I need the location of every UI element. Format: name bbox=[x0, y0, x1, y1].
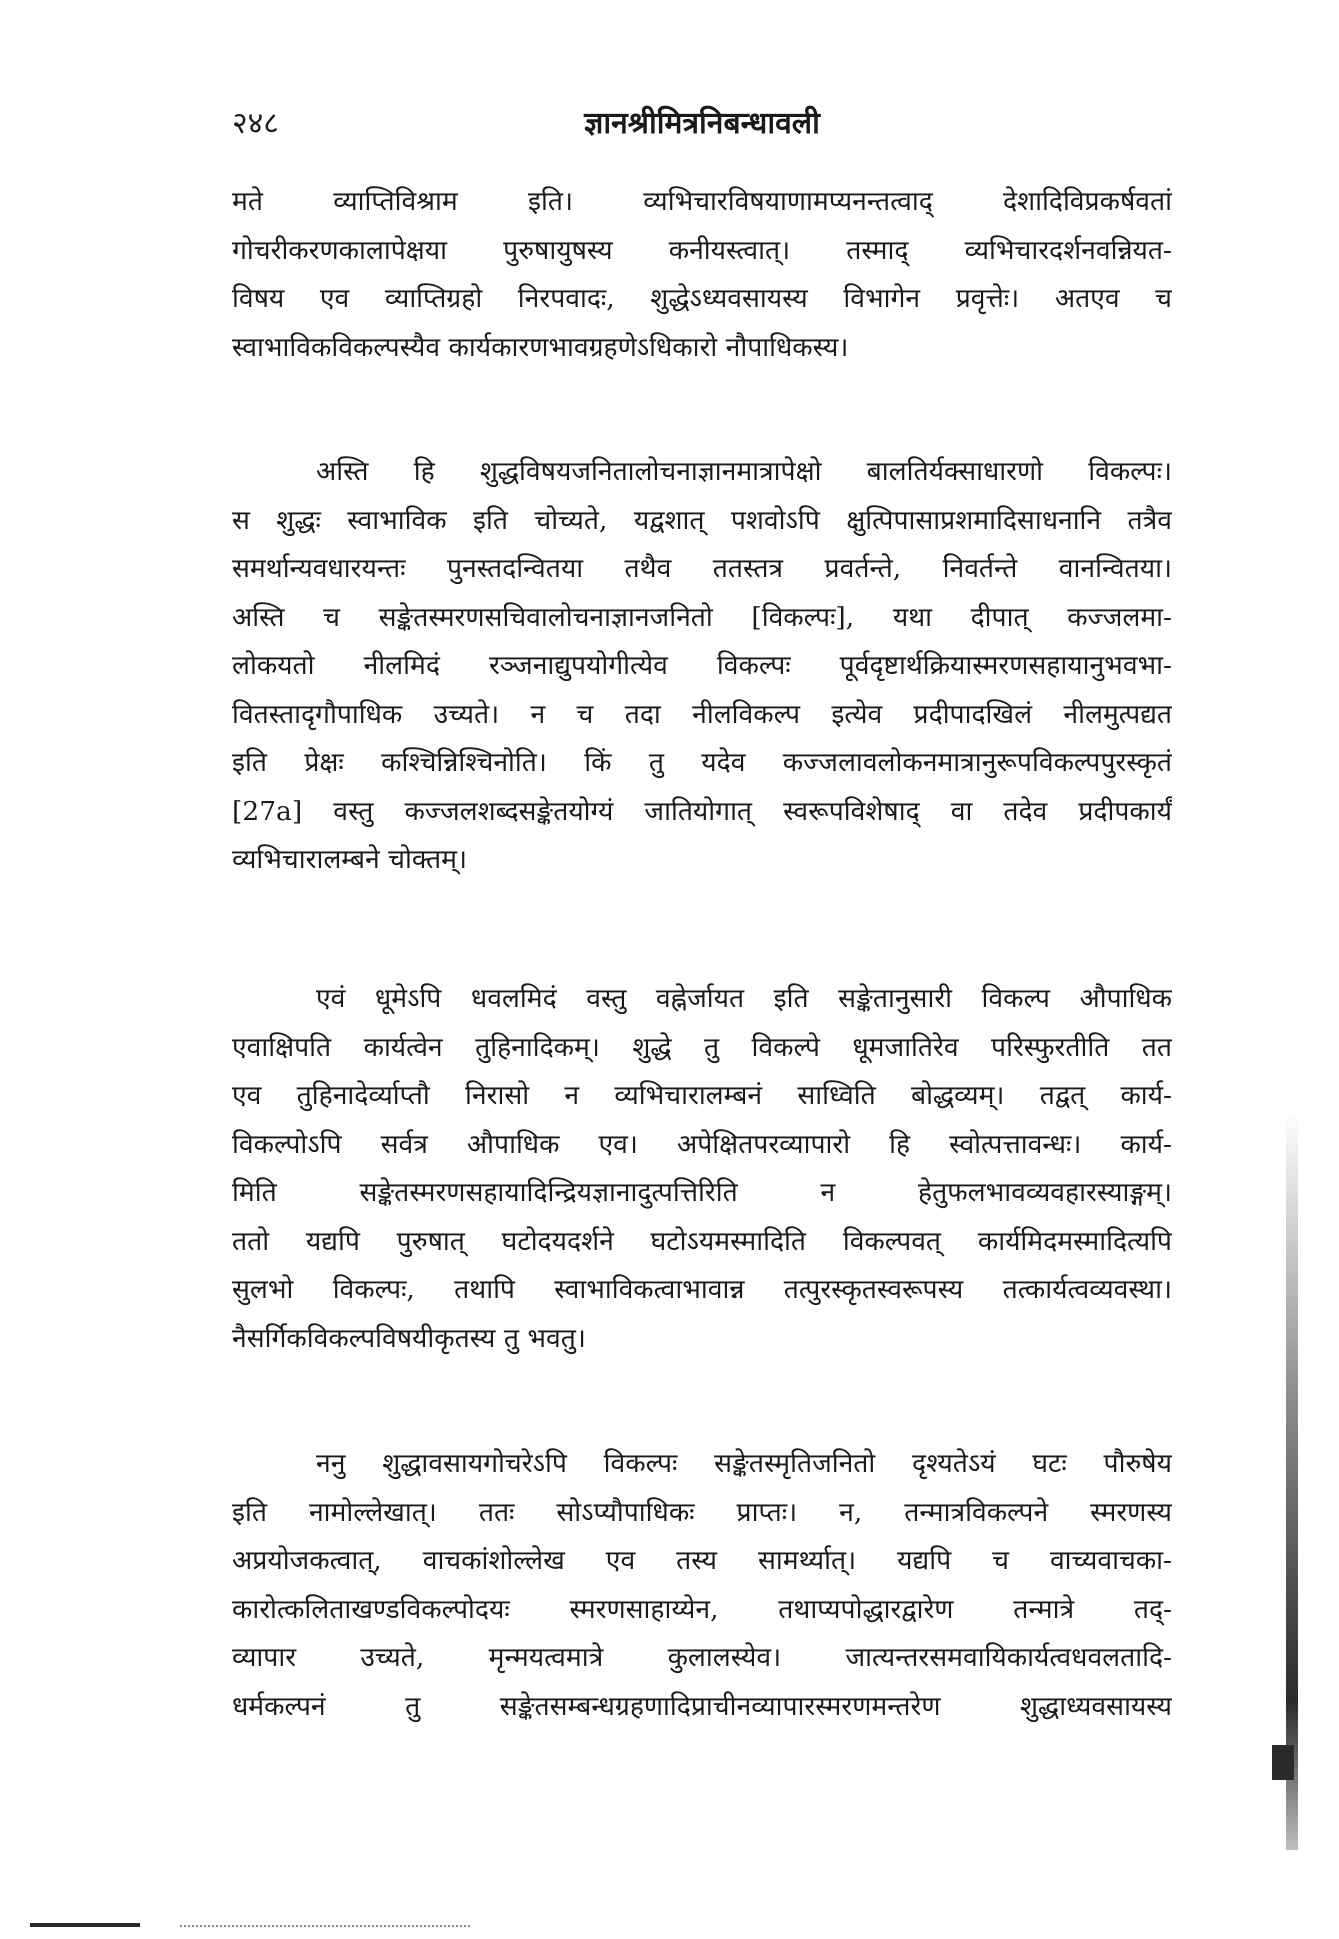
text-line: लोकयतो नीलमिदं रञ्जनाद्युपयोगीत्येव विकल्पः पूर्वदृष्टार्थक्रियास्मरणसहायानुभवभा- bbox=[232, 650, 1172, 681]
text-line: मते व्याप्तिविश्राम इति। व्यभिचारविषयाणामप्यनन्तत्वाद् देशादिविप्रकर्षवतां bbox=[232, 186, 1172, 217]
text-line: अप्रयोजकत्वात्, वाचकांशोल्लेख एव तस्य सामर्थ्यात्। यद्यपि च वाच्यवाचका- bbox=[232, 1545, 1172, 1576]
text-line: ननु शुद्धावसायगोचरेऽपि विकल्पः सङ्केतस्मृतिजनितो दृश्यतेऽयं घटः पौरुषेय bbox=[316, 1448, 1172, 1479]
text-line: इति प्रेक्षः कश्चिन्निश्चिनोति। किं तु यदेव कज्जलावलोकनमात्रानुरूपविकल्पपुरस्कृतं bbox=[232, 747, 1172, 778]
running-head bbox=[232, 104, 1172, 154]
paragraph-4 bbox=[232, 1440, 1172, 1731]
text-line: गोचरीकरणकालापेक्षया पुरुषायुषस्य कनीयस्त्वात्। तस्माद् व्यभिचारदर्शनवन्नियत- bbox=[232, 234, 1172, 266]
text-line: अस्ति हि शुद्धविषयजनितालोचनाज्ञानमात्रापेक्षो बालतिर्यक्साधारणो विकल्पः। bbox=[316, 456, 1172, 487]
text-line: सुलभो विकल्पः, तथापि स्वाभाविकत्वाभावान्न तत्पुरस्कृतस्वरूपस्य तत्कार्यत्वव्यवस्था। bbox=[232, 1274, 1172, 1305]
text-line: व्यापार उच्यते, मृन्मयत्वमात्रे कुलालस्येव। जात्यन्तरसमवायिकार्यत्वधवलतादि- bbox=[232, 1642, 1172, 1673]
text-line: स शुद्धः स्वाभाविक इति चोच्यते, यद्वशात् पशवोऽपि क्षुत्पिपासाप्रशमादिसाधनानि तत्रैव bbox=[232, 504, 1172, 536]
text-line: ततो यद्यपि पुरुषात् घटोदयदर्शने घटोऽयमस्मादिति विकल्पवत् कार्यमिदमस्मादित्यपि bbox=[232, 1225, 1172, 1257]
text-line: मिति सङ्केतस्मरणसहायादिन्द्रियज्ञानादुत्पत्तिरिति न हेतुफलभावव्यवहारस्याङ्गम्। bbox=[232, 1177, 1172, 1208]
text-line: व्यभिचारालम्बने चोक्तम्। bbox=[232, 844, 468, 875]
page-number: २४८ bbox=[232, 106, 279, 141]
text-line: विकल्पोऽपि सर्वत्र औपाधिक एव। अपेक्षितपरव्यापारो हि स्वोत्पत्तावन्धः। कार्य- bbox=[232, 1128, 1172, 1160]
text-line: एव तुहिनादेर्व्याप्तौ निरासो न व्यभिचारालम्बनं साध्विति बोद्धव्यम्। तद्वत् कार्य- bbox=[232, 1080, 1172, 1111]
text-line: धर्मकल्पनं तु सङ्केतसम्बन्धग्रहणादिप्राचीनव्यापारस्मरणमन्तरेण शुद्धाध्यवसायस्य bbox=[232, 1690, 1172, 1722]
text-line: वितस्तादृगौपाधिक उच्यते। न च तदा नीलविकल्प इत्येव प्रदीपादखिलं नीलमुत्पद्यत bbox=[232, 698, 1172, 730]
text-line: [27a] वस्तु कज्जलशब्दसङ्केतयोग्यं जातियोगात् स्वरूपविशेषाद् वा तदेव प्रदीपकार्यं bbox=[232, 795, 1172, 827]
text-line: समर्थान्यवधारयन्तः पुनस्तदन्वितया तथैव ततस्तत्र प्रवर्तन्ते, निवर्तन्ते वानन्वितया। bbox=[232, 553, 1172, 584]
binding-mark bbox=[1272, 1745, 1294, 1780]
text-line: कारोत्कलिताखण्डविकल्पोदयः स्मरणसाहाय्येन, तथाप्यपोद्धारद्वारेण तन्मात्रे तद्- bbox=[232, 1593, 1172, 1625]
scan-edge-mark bbox=[30, 1923, 140, 1927]
binding-shadow bbox=[1286, 1110, 1298, 1850]
text-line: अस्ति च सङ्केतस्मरणसचिवालोचनाज्ञानजनितो [विकल्पः], यथा दीपात् कज्जलमा- bbox=[232, 601, 1172, 633]
text-line: स्वाभाविकविकल्पस्यैव कार्यकारणभावग्रहणेऽधिकारो नौपाधिकस्य। bbox=[232, 331, 849, 363]
paragraph-3 bbox=[232, 975, 1172, 1363]
paragraph-2 bbox=[232, 448, 1172, 885]
scan-edge-specks bbox=[180, 1925, 470, 1929]
text-line: विषय एव व्याप्तिग्रहो निरपवादः, शुद्धेऽध्यवसायस्य विभागेन प्रवृत्तेः। अतएव च bbox=[232, 283, 1172, 314]
paragraph-1 bbox=[232, 178, 1172, 372]
text-line: इति नामोल्लेखात्। ततः सोऽप्यौपाधिकः प्राप्तः। न, तन्मात्रविकल्पने स्मरणस्य bbox=[232, 1496, 1172, 1528]
text-line: नैसर्गिकविकल्पविषयीकृतस्य तु भवतु। bbox=[232, 1322, 586, 1354]
text-line: एवं धूमेऽपि धवलमिदं वस्तु वह्नेर्जायत इति सङ्केतानुसारी विकल्प औपाधिक bbox=[316, 983, 1172, 1014]
book-title: ज्ञानश्रीमित्रनिबन्धावली bbox=[584, 106, 820, 141]
text-line: एवाक्षिपति कार्यत्वेन तुहिनादिकम्। शुद्धे तु विकल्पे धूमजातिरेव परिस्फुरतीति तत bbox=[232, 1031, 1172, 1063]
